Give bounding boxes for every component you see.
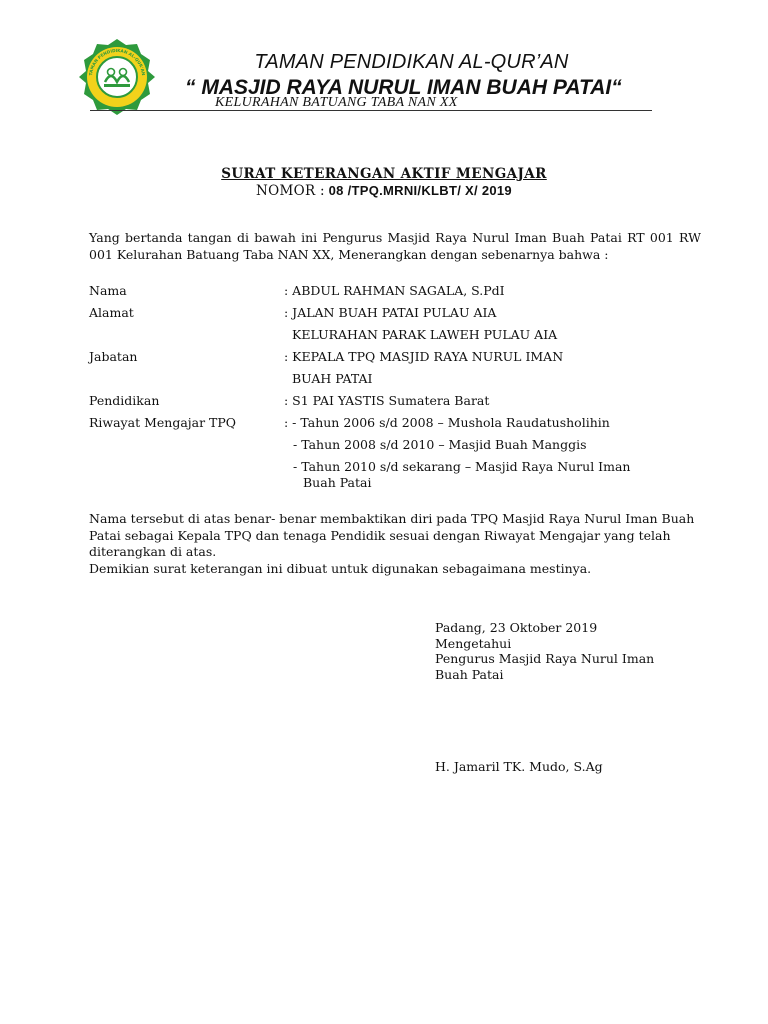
nomor-value: 08 /TPQ.MRNI/KLBT/ X/ 2019 (328, 183, 512, 198)
field-jabatan-value-1: : KEPALA TPQ MASJID RAYA NURUL IMAN (284, 349, 564, 364)
field-jabatan-value-2: BUAH PATAI (292, 371, 373, 386)
document-number (0, 183, 768, 199)
field-riwayat-label: Riwayat Mengajar TPQ (89, 415, 237, 430)
header-line-2: “ MASJID RAYA NURUL IMAN BUAH PATAI“ (185, 76, 622, 99)
signature-block (435, 620, 654, 682)
field-alamat-value-2: KELURAHAN PARAK LAWEH PULAU AIA (292, 327, 558, 342)
closing-statement: Nama tersebut di atas benar- benar membaktikan diri pada TPQ Masjid Raya Nurul Iman Buah Patai sebagai Kepala TPQ dan tenaga Pendidik sesuai dengan Riwayat Mengajar yang telah diterangkan di atas. (89, 511, 695, 559)
nomor-label: NOMOR : (256, 183, 325, 199)
mengetahui-label: Mengetahui (435, 635, 512, 651)
closing-paragraph (89, 511, 701, 577)
field-nama-label: Nama (89, 283, 127, 298)
field-riwayat-item-2: - Tahun 2008 s/d 2010 – Masjid Buah Manggis (293, 437, 587, 452)
field-pendidikan-value: : S1 PAI YASTIS Sumatera Barat (284, 393, 490, 408)
header-line-1: TAMAN PENDIDIKAN AL-QUR’AN (254, 51, 569, 73)
org-line-1: Pengurus Masjid Raya Nurul Iman (435, 651, 655, 666)
signatory-name: H. Jamaril TK. Mudo, S.Ag (435, 759, 603, 774)
field-riwayat-item-3: - Tahun 2010 s/d sekarang – Masjid Raya Nurul Iman (293, 459, 631, 474)
header-divider (90, 110, 652, 111)
svg-text:TAMAN PENDIDIKAN AL-QUR'AN: TAMAN PENDIDIKAN AL-QUR'AN (88, 47, 146, 76)
closing-remark: Demikian surat keterangan ini dibuat untuk digunakan sebagaimana mestinya. (89, 560, 592, 576)
header-line-3: KELURAHAN BATUANG TABA NAN XX (215, 95, 458, 110)
field-riwayat-item-1: : - Tahun 2006 s/d 2008 – Mushola Raudatusholihin (284, 415, 610, 430)
tpq-logo-icon (78, 38, 156, 116)
field-riwayat-item-3-cont: Buah Patai (303, 475, 372, 490)
intro-paragraph: Yang bertanda tangan di bawah ini Pengurus Masjid Raya Nurul Iman Buah Patai RT 001 RW 001 Kelurahan Batuang Taba NAN XX, Menerangkan dengan sebenarnya bahwa : (89, 230, 701, 262)
field-alamat-value-1: : JALAN BUAH PATAI PULAU AIA (284, 305, 497, 320)
document-title: SURAT KETERANGAN AKTIF MENGAJAR (221, 166, 547, 182)
org-line-2: Buah Patai (435, 666, 504, 682)
field-pendidikan-label: Pendidikan (89, 393, 160, 408)
field-alamat-label: Alamat (89, 305, 134, 320)
field-jabatan-label: Jabatan (89, 349, 138, 364)
place-date: Padang, 23 Oktober 2019 (435, 620, 598, 635)
field-nama-value: : ABDUL RAHMAN SAGALA, S.PdI (284, 283, 505, 298)
